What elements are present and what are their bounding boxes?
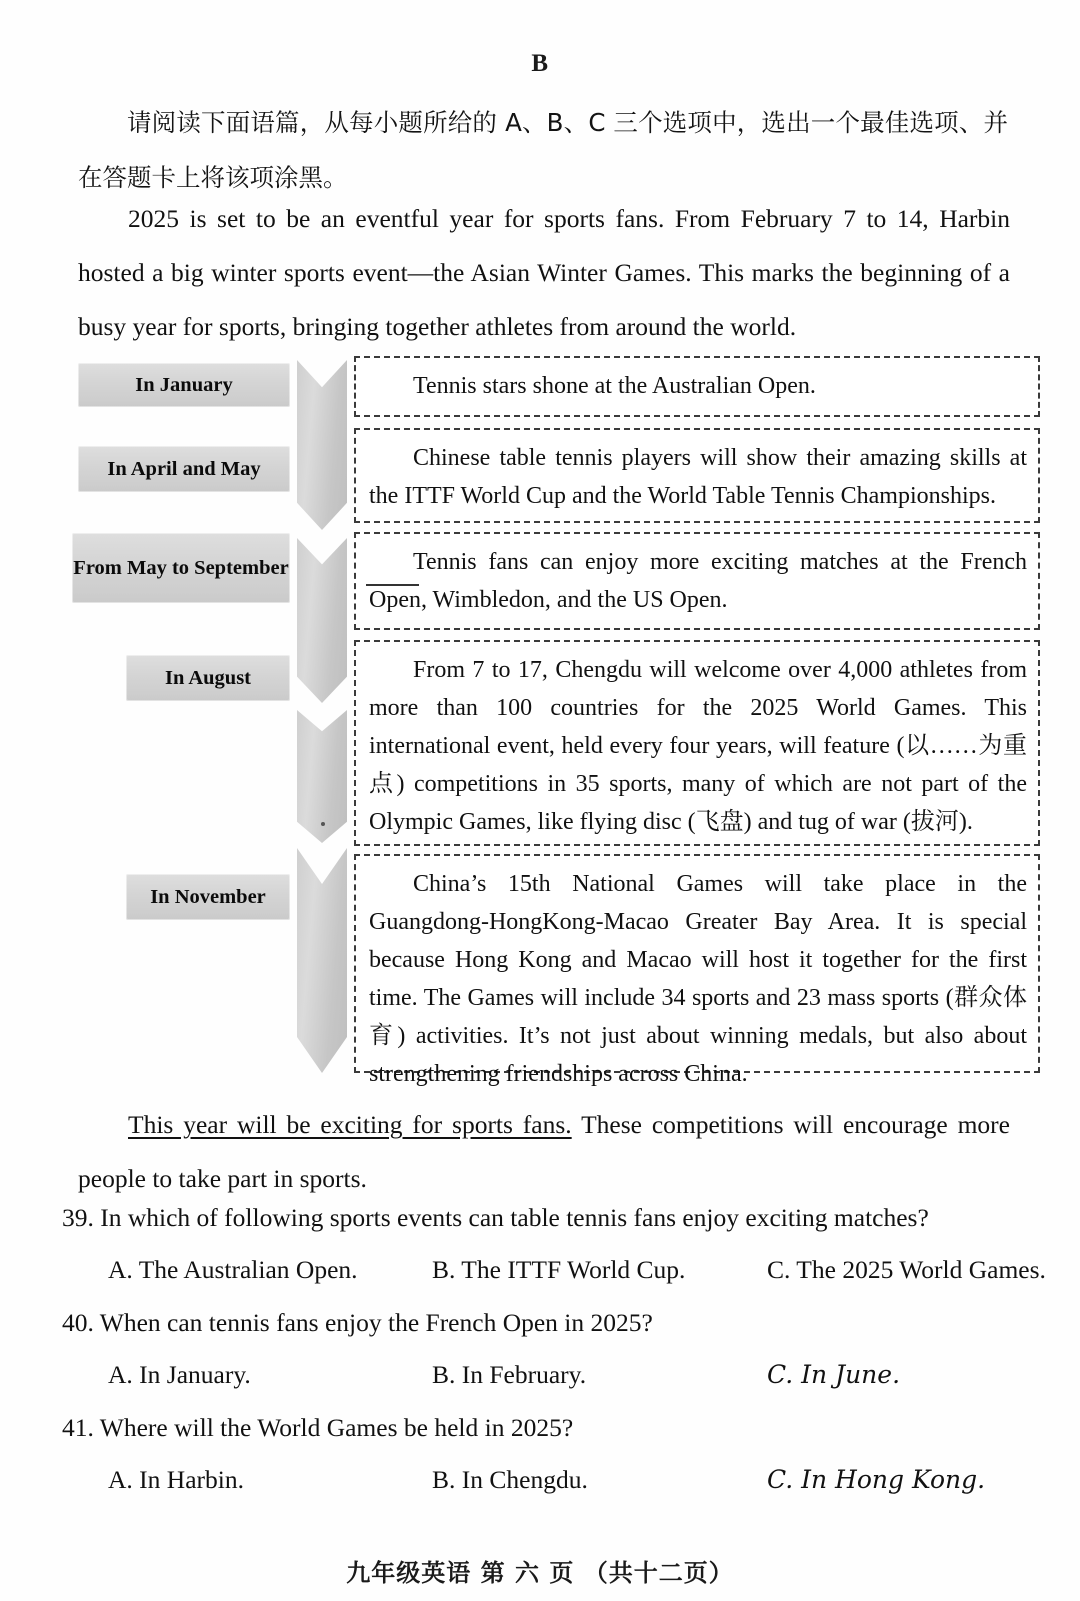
instruction-paragraph: 请阅读下面语篇，从每小题所给的 A、B、C 三个选项中，选出一个最佳选项、并在答题卡上将该项涂黑。 <box>78 108 1008 192</box>
timeline-entry-august: From 7 to 17, Chengdu will welcome over 4,000 athletes from more than 100 countries for the 2025 World Games. This international event, held every four years, will feature (以……为重点) competitions in 35 sports, many of which are not part of the Olympic Games, like flying disc (飞盘) and tug of war (拔河). <box>354 640 1040 846</box>
timeline-labels-column <box>72 352 290 1077</box>
down-arrow-icon <box>297 848 347 1073</box>
question-options <box>62 1359 1052 1412</box>
option-a[interactable]: A. The Australian Open. <box>108 1255 358 1284</box>
closing-rest-sentence: These competitions will encourage more people to take part in sports. <box>78 1110 1010 1193</box>
stray-ink-dot <box>321 822 325 826</box>
timeline-entry-april-may: Chinese table tennis players will show their amazing skills at the ITTF World Cup and the World Table Tennis Championships. <box>354 428 1040 523</box>
timeline-diagram <box>72 352 1040 1087</box>
option-c[interactable]: C. In June. <box>767 1360 901 1389</box>
question-39 <box>62 1202 1052 1307</box>
strikethrough-mark <box>366 584 419 586</box>
timeline-label-may-september: From May to September <box>72 533 290 603</box>
timeline-label-august: In August <box>126 655 290 701</box>
closing-underlined-sentence: This year will be exciting for sports fans. <box>128 1110 572 1139</box>
option-b[interactable]: B. In Chengdu. <box>432 1465 588 1494</box>
timeline-label-november: In November <box>126 874 290 920</box>
timeline-content-column <box>354 352 1040 1087</box>
question-options <box>62 1254 1052 1307</box>
option-b[interactable]: B. The ITTF World Cup. <box>432 1255 686 1284</box>
question-41 <box>62 1412 1052 1517</box>
closing-paragraph <box>78 1098 1010 1206</box>
question-stem: 39. In which of following sports events can table tennis fans enjoy exciting matches? <box>62 1203 929 1232</box>
timeline-label-january: In January <box>78 363 290 407</box>
option-c[interactable]: C. In Hong Kong. <box>767 1465 986 1494</box>
timeline-arrows-column <box>291 352 353 1077</box>
question-options <box>62 1464 1052 1517</box>
option-c[interactable]: C. The 2025 World Games. <box>767 1255 1046 1284</box>
timeline-entry-january: Tennis stars shone at the Australian Open. <box>354 356 1040 417</box>
question-stem: 40. When can tennis fans enjoy the French Open in 2025? <box>62 1308 653 1337</box>
intro-paragraph: 2025 is set to be an eventful year for sports fans. From February 7 to 14, Harbin hosted a big winter sports event—the Asian Winter Games. This marks the beginning of a busy year for sports, bringing together athletes from around the world. <box>78 204 1010 341</box>
question-40 <box>62 1307 1052 1412</box>
down-arrow-icon <box>297 360 347 530</box>
section-letter: B <box>531 50 549 77</box>
option-b[interactable]: B. In February. <box>432 1360 587 1389</box>
option-a[interactable]: A. In January. <box>108 1360 251 1389</box>
question-stem: 41. Where will the World Games be held in 2025? <box>62 1413 574 1442</box>
timeline-label-april-may: In April and May <box>78 446 290 492</box>
down-arrow-icon <box>297 538 347 703</box>
page-footer: 九年级英语 第 六 页 （共十二页） <box>346 1559 734 1587</box>
option-a[interactable]: A. In Harbin. <box>108 1465 244 1494</box>
timeline-entry-november: China’s 15th National Games will take place in the Guangdong-HongKong-Macao Greater Bay Area. It is special because Hong Kong and Macao will host it together for the first time. The Games will include 34 sports and 23 mass sports (群众体育) activities. It’s not just about winning medals, but also about strengthening friendships across China. <box>354 854 1040 1073</box>
questions-list <box>62 1202 1052 1517</box>
timeline-entry-may-september: Tennis fans can enjoy more exciting matches at the French Open, Wimbledon, and the US Open. <box>354 532 1040 630</box>
